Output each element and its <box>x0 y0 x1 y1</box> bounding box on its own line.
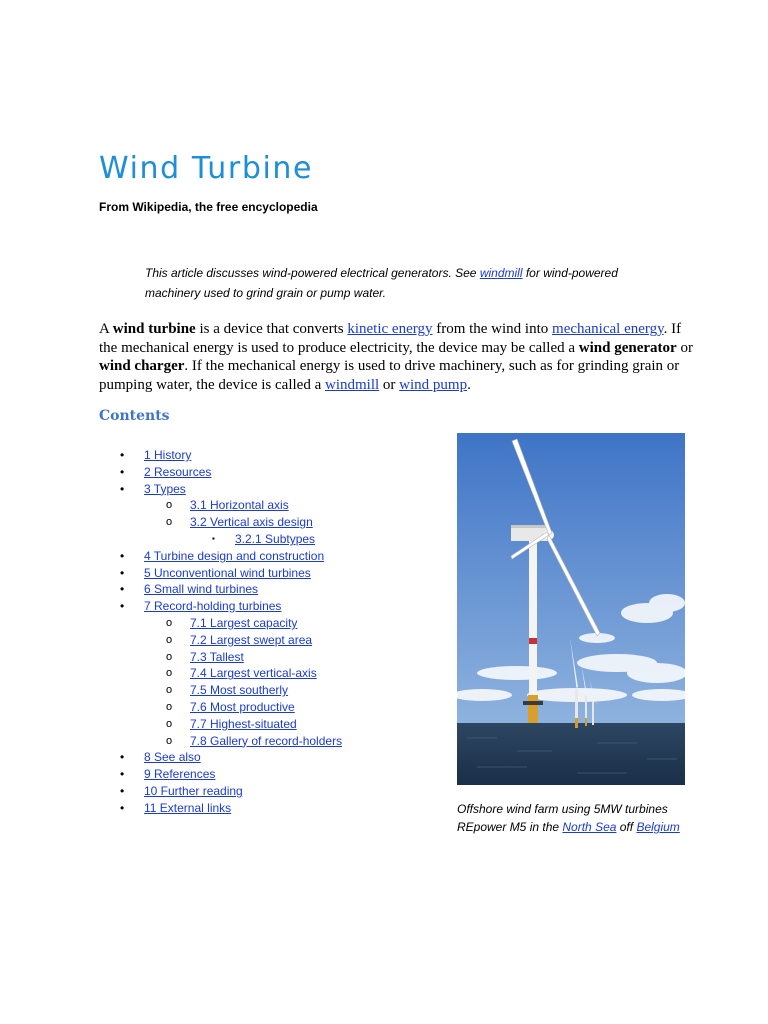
toc-link[interactable]: 5 Unconventional wind turbines <box>144 565 311 580</box>
caption-text: Offshore wind farm using 5MW turbines REpower M5 in the <box>457 802 668 834</box>
bullet-icon: • <box>120 448 125 462</box>
lead-text: . If the mechanical energy is used to produce electricity, the device may be called a <box>99 321 682 356</box>
toc-link[interactable]: 7 Record-holding turbines <box>144 599 282 614</box>
bullet-icon: o <box>166 734 173 747</box>
belgium-link[interactable]: Belgium <box>636 820 680 834</box>
toc-link[interactable]: 7.1 Largest capacity <box>190 615 298 630</box>
toc-item <box>99 783 429 800</box>
lead-text: A <box>99 321 113 337</box>
toc-link[interactable]: 2 Resources <box>144 464 212 479</box>
toc-item <box>99 733 429 750</box>
toc-item <box>99 749 429 766</box>
lead-bold-term: wind turbine <box>112 321 196 337</box>
toc-link[interactable]: 1 History <box>144 448 192 462</box>
toc-item <box>99 497 429 514</box>
bullet-icon: o <box>166 633 173 646</box>
bullet-icon: o <box>166 700 173 713</box>
toc-item <box>99 615 429 632</box>
toc-link[interactable]: 7.6 Most productive <box>190 699 295 714</box>
lead-bold-term: wind charger <box>99 358 185 374</box>
toc-item <box>99 565 429 582</box>
bullet-icon: o <box>166 499 173 512</box>
windmill-link[interactable]: windmill <box>479 266 523 280</box>
bullet-icon: • <box>120 800 125 815</box>
hatnote-text-before: This article discusses wind-powered electrical generators. See <box>145 266 480 280</box>
toc-item <box>99 464 429 481</box>
toc-link[interactable]: 10 Further reading <box>144 783 243 798</box>
lead-text: . If the mechanical energy is used to drive machinery, such as for grinding grain or pumping water, the device is called a <box>99 358 680 393</box>
bullet-icon: o <box>166 516 173 529</box>
kinetic-energy-link[interactable]: kinetic energy <box>347 321 433 337</box>
hatnote-text-after: for wind-powered machinery used to grind grain or pump water. <box>145 266 618 300</box>
hatnote <box>145 263 665 303</box>
toc-item <box>99 514 429 531</box>
wind-turbine-photo <box>457 433 685 785</box>
toc-item <box>99 598 429 615</box>
toc-item <box>99 447 429 464</box>
toc-link[interactable]: 8 See also <box>144 750 201 765</box>
bullet-icon: • <box>120 464 125 479</box>
bullet-icon: • <box>120 599 125 614</box>
toc-item <box>99 716 429 733</box>
toc-item <box>99 766 429 783</box>
toc-link[interactable]: 3.2 Vertical axis design <box>190 515 313 530</box>
toc-item <box>99 682 429 699</box>
page-title: Wind Turbine <box>99 151 314 186</box>
toc-link[interactable]: 11 External links <box>144 800 232 815</box>
bullet-icon: • <box>120 750 125 765</box>
toc-item <box>99 581 429 598</box>
toc-item <box>99 548 429 565</box>
toc-item <box>99 649 429 666</box>
north-sea-link[interactable]: North Sea <box>562 820 617 834</box>
contents-heading: Contents <box>99 408 170 424</box>
bullet-icon: • <box>120 767 125 782</box>
bullet-icon: o <box>166 650 173 663</box>
lead-text: is a device that converts <box>195 321 348 337</box>
table-of-contents <box>99 447 429 817</box>
toc-link[interactable]: 7.2 Largest swept area <box>190 632 313 647</box>
lead-text: or <box>379 376 400 393</box>
toc-link[interactable]: 4 Turbine design and construction <box>144 548 325 563</box>
toc-link[interactable]: 7.7 Highest-situated <box>190 716 297 731</box>
lead-paragraph <box>99 320 697 394</box>
lead-bold-term: wind generator <box>578 339 677 356</box>
toc-link[interactable]: 7.4 Largest vertical-axis <box>190 666 317 681</box>
toc-item <box>99 665 429 682</box>
offshore-wind-farm-image <box>457 433 685 785</box>
toc-link[interactable]: 3.1 Horizontal axis <box>190 498 289 513</box>
lead-text: . <box>467 376 471 393</box>
toc-item <box>99 632 429 649</box>
wind-pump-link[interactable]: wind pump <box>399 376 468 393</box>
mechanical-energy-link[interactable]: mechanical energy <box>552 321 664 337</box>
toc-link[interactable]: 3.2.1 Subtypes <box>235 531 316 546</box>
bullet-icon: • <box>120 565 125 580</box>
bullet-icon: o <box>166 717 173 730</box>
toc-link[interactable]: 6 Small wind turbines <box>144 582 259 597</box>
bullet-icon: o <box>166 667 173 680</box>
windmill-link[interactable]: windmill <box>324 376 380 393</box>
page-subtitle: From Wikipedia, the free encyclopedia <box>99 200 318 214</box>
bullet-icon: • <box>120 582 125 597</box>
figure-caption <box>457 800 717 836</box>
bullet-icon: • <box>120 481 125 496</box>
lead-text: or <box>676 339 693 356</box>
bullet-icon: • <box>120 548 125 563</box>
bullet-icon: o <box>166 616 173 629</box>
toc-item <box>99 481 429 498</box>
toc-link[interactable]: 7.8 Gallery of record-holders <box>190 733 343 748</box>
toc-item <box>99 800 429 817</box>
toc-item <box>99 531 429 548</box>
bullet-icon: ▪ <box>212 533 215 543</box>
bullet-icon: o <box>166 684 173 697</box>
lead-text: from the wind into <box>432 321 553 337</box>
toc-link[interactable]: 7.5 Most southerly <box>190 683 289 698</box>
caption-text: off <box>616 820 637 834</box>
toc-item <box>99 699 429 716</box>
toc-link[interactable]: 9 References <box>144 767 216 782</box>
toc-link[interactable]: 7.3 Tallest <box>190 649 244 664</box>
bullet-icon: • <box>120 783 125 798</box>
toc-link[interactable]: 3 Types <box>144 481 186 496</box>
